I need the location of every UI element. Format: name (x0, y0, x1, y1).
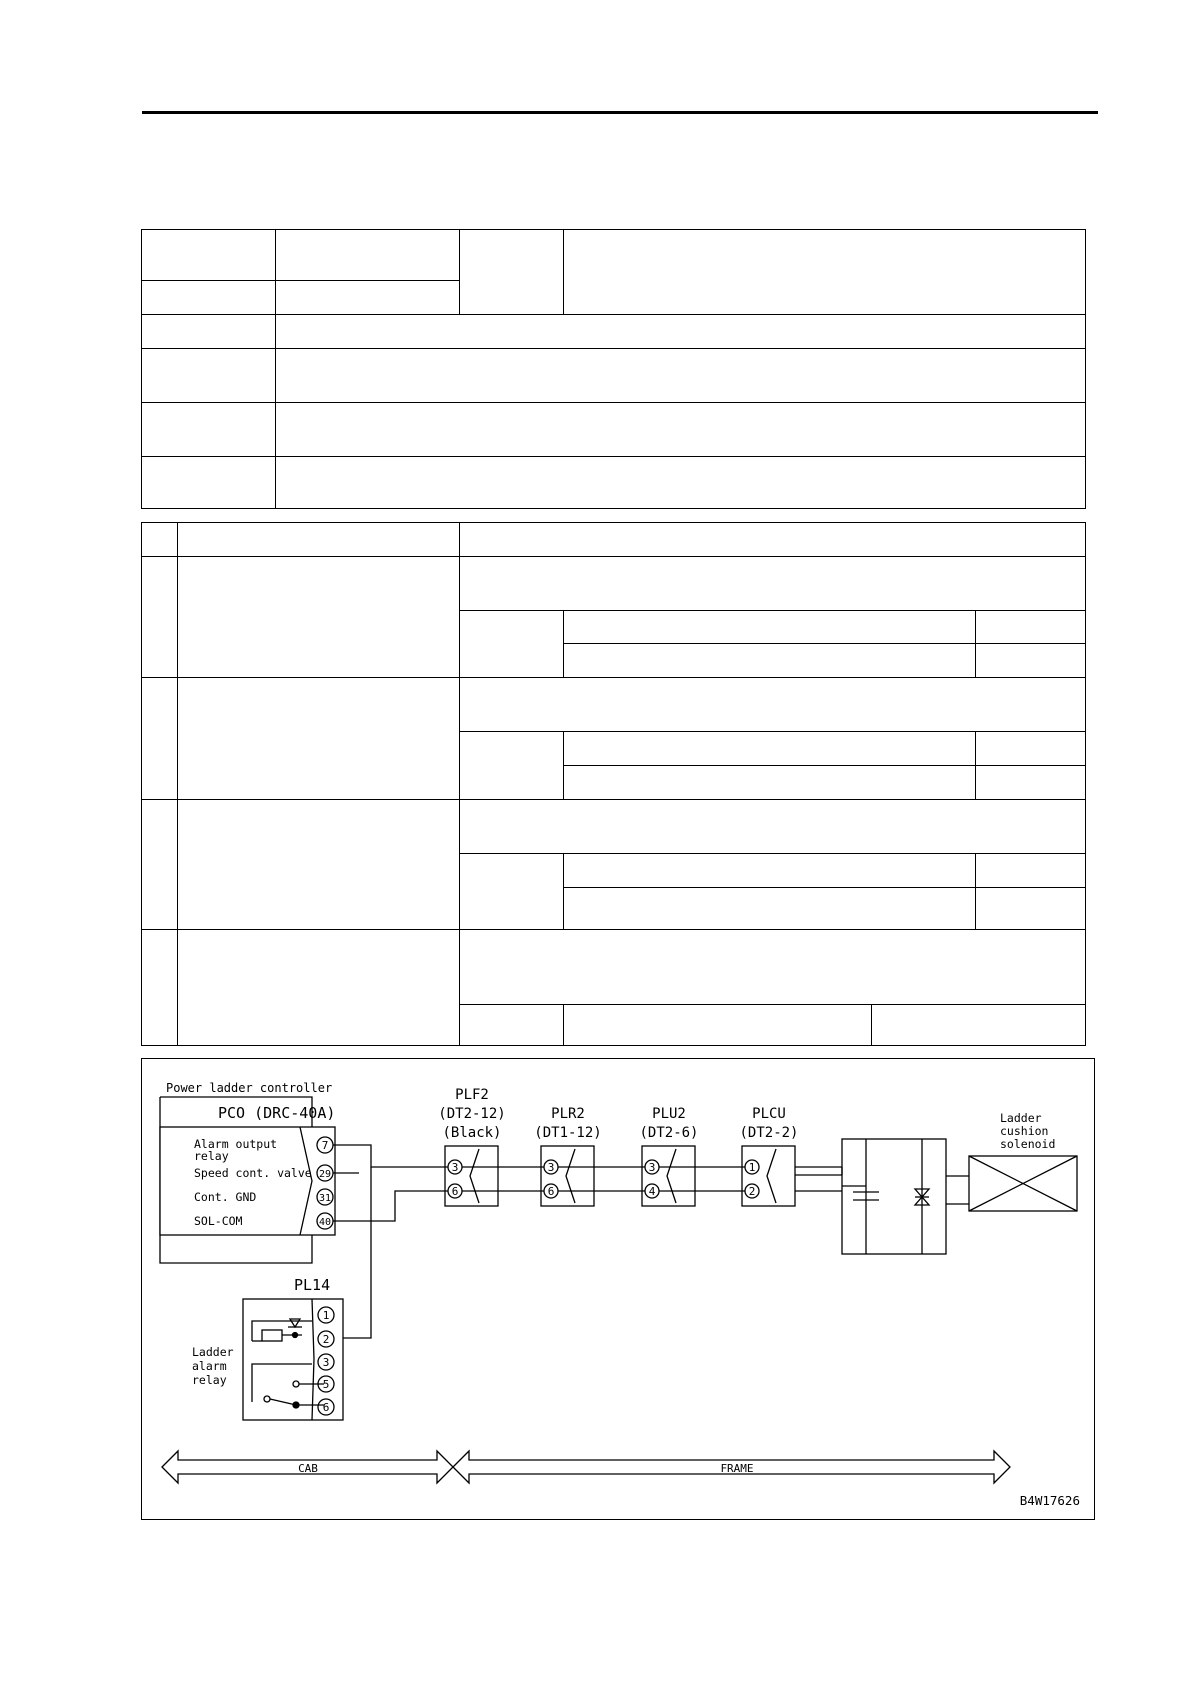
table-cell (976, 888, 1085, 930)
controller-id: PCO (DRC-40A) (218, 1104, 336, 1122)
table-cell (564, 644, 976, 678)
connector-chevron (667, 1149, 676, 1203)
suppression-block (842, 1139, 969, 1254)
connector-type: (DT2-2) (739, 1125, 799, 1141)
table-cell (178, 930, 460, 1045)
connector-name: PLCU (752, 1106, 786, 1122)
table-cell (564, 230, 1085, 315)
connector-pin: 1 (748, 1161, 756, 1174)
table-cell (276, 403, 1085, 457)
connector-name: PLF2 (455, 1087, 489, 1103)
table-cell (976, 854, 1085, 888)
controller-pin-label: Speed cont. valve (194, 1166, 312, 1180)
controller-pin-number: 29 (318, 1169, 332, 1180)
table-cell (142, 457, 276, 508)
table-cell (460, 557, 1085, 611)
relay-coil (252, 1319, 312, 1341)
table-cell (460, 611, 564, 678)
connector-pin: 3 (648, 1161, 656, 1174)
connector-pin: 6 (547, 1185, 555, 1198)
relay-label: relay (192, 1373, 227, 1387)
connector-pin: 2 (748, 1185, 756, 1198)
table-cell (564, 611, 976, 644)
table-cell (178, 678, 460, 800)
table-cell (142, 315, 276, 349)
table-cell (976, 766, 1085, 800)
connector-extra: (Black) (442, 1125, 502, 1141)
connector-type: (DT1-12) (534, 1125, 602, 1141)
connector-chevron (470, 1149, 479, 1203)
table-cell (276, 349, 1085, 403)
connector-type: (DT2-12) (438, 1106, 506, 1122)
table-cell (142, 523, 178, 557)
table-cell (460, 523, 1085, 557)
relay-pin: 6 (322, 1401, 330, 1414)
wiring (333, 1145, 842, 1338)
table-cell (460, 678, 1085, 732)
connector-chevron (767, 1149, 776, 1203)
connector-pin: 6 (451, 1185, 459, 1198)
table-cell (460, 854, 564, 930)
table-cell (564, 1005, 872, 1045)
solenoid-label: cushion (1000, 1124, 1049, 1138)
table-cell (564, 732, 976, 766)
table-cell (460, 230, 564, 315)
connector-name: PLU2 (652, 1106, 686, 1122)
table-cell (142, 349, 276, 403)
table-cell (460, 732, 564, 800)
cause-table (141, 522, 1086, 1046)
table-cell (276, 230, 460, 281)
relay-connector-chevron (312, 1299, 314, 1420)
circuit-diagram (141, 1058, 1095, 1520)
table-cell (976, 732, 1085, 766)
zone-label-cab: CAB (298, 1462, 318, 1475)
table-cell (460, 1005, 564, 1045)
relay-pin: 3 (322, 1356, 330, 1369)
connector-chevron (566, 1149, 575, 1203)
table-cell (178, 557, 460, 678)
relay-pin: 1 (322, 1309, 330, 1322)
table-cell (276, 315, 1085, 349)
table-cell (460, 930, 1085, 1005)
table-cell (142, 403, 276, 457)
table-cell (142, 800, 178, 930)
fault-info-table (141, 229, 1086, 509)
relay-pin: 5 (322, 1378, 330, 1391)
connector-type: (DT2-6) (639, 1125, 699, 1141)
relay-pin: 2 (322, 1333, 330, 1346)
controller-pin-label: Cont. GND (194, 1190, 257, 1204)
controller-pin-number: 31 (318, 1193, 332, 1204)
connector-pin: 4 (648, 1185, 656, 1198)
controller-pin-number: 7 (321, 1139, 329, 1152)
controller-pin-number: 40 (318, 1217, 332, 1228)
table-cell (142, 281, 276, 315)
solenoid-label: solenoid (1000, 1137, 1056, 1151)
table-cell (276, 281, 460, 315)
table-cell (178, 523, 460, 557)
relay-name: PL14 (294, 1276, 331, 1294)
relay-label: Ladder (192, 1345, 234, 1359)
table-cell (564, 854, 976, 888)
controller-pin-label: Alarm output (194, 1137, 278, 1151)
controller-pin-label: SOL-COM (194, 1214, 243, 1228)
connector-name: PLR2 (551, 1106, 585, 1122)
table-cell (178, 800, 460, 930)
table-cell (872, 1005, 1085, 1045)
table-cell (564, 888, 976, 930)
table-cell (142, 930, 178, 1045)
connector-pin: 3 (547, 1161, 555, 1174)
zone-arrows (162, 1451, 1010, 1483)
table-cell (976, 644, 1085, 678)
header-rule (142, 111, 1098, 114)
zone-label-frame: FRAME (720, 1462, 754, 1475)
table-cell (564, 766, 976, 800)
controller-pin-label-2: relay (194, 1149, 229, 1163)
connector-pin: 3 (451, 1161, 459, 1174)
table-cell (142, 678, 178, 800)
table-cell (460, 800, 1085, 854)
figure-id: B4W17626 (1019, 1493, 1080, 1508)
table-cell (142, 557, 178, 678)
controller-title: Power ladder controller (166, 1081, 333, 1095)
table-cell (976, 611, 1085, 644)
solenoid-coil (969, 1156, 1077, 1211)
relay-label: alarm (192, 1359, 227, 1373)
solenoid-label: Ladder (1000, 1111, 1042, 1125)
table-cell (142, 230, 276, 281)
